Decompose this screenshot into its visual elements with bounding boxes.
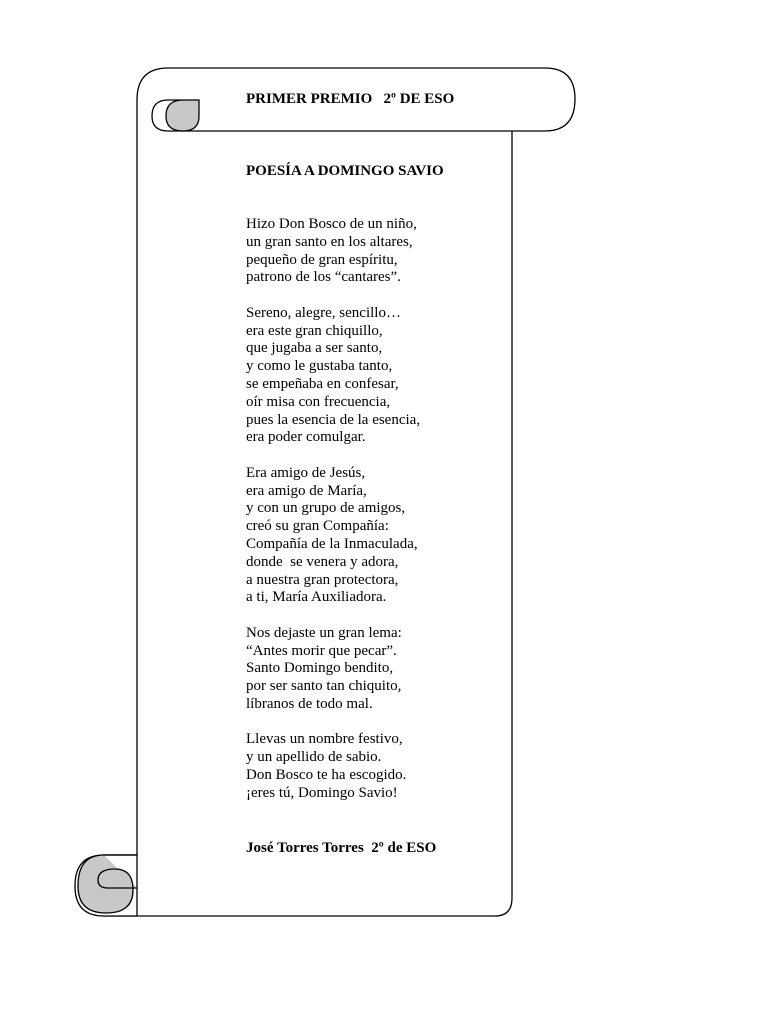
verse-line: pequeño de gran espíritu,: [246, 251, 398, 268]
verse-line: y como le gustaba tanto,: [246, 358, 393, 375]
verse-line: se empeñaba en confesar,: [246, 375, 399, 392]
stanza: [246, 625, 420, 714]
stanza: [246, 305, 420, 447]
top-roll-left-edge: [137, 68, 168, 100]
stanza: [246, 216, 420, 287]
verse-line: un gran santo en los altares,: [246, 233, 413, 250]
verse-line: Don Bosco te ha escogido.: [246, 766, 407, 783]
verse-line: “Antes morir que pecar”.: [246, 642, 397, 659]
verse-line: era este gran chiquillo,: [246, 322, 383, 339]
verse-line: líbranos de todo mal.: [246, 695, 373, 712]
top-curl-icon: [166, 100, 199, 131]
verse-line: Nos dejaste un gran lema:: [246, 624, 402, 641]
verse-line: Sereno, alegre, sencillo…: [246, 304, 401, 321]
verse-line: a ti, María Auxiliadora.: [246, 589, 387, 606]
verse-line: a nuestra gran protectora,: [246, 571, 399, 588]
verse-line: Santo Domingo bendito,: [246, 660, 394, 677]
verse-line: creó su gran Compañía:: [246, 518, 389, 535]
verse-line: que jugaba a ser santo,: [246, 340, 383, 357]
verse-line: Era amigo de Jesús,: [246, 464, 366, 481]
poem-body: [246, 216, 420, 820]
stanza: [246, 465, 420, 607]
verse-line: y con un grupo de amigos,: [246, 500, 406, 517]
author-signature: José Torres Torres 2º de ESO: [246, 840, 437, 856]
verse-line: patrono de los “cantares”.: [246, 269, 401, 286]
verse-line: era amigo de María,: [246, 482, 367, 499]
verse-line: era poder comulgar.: [246, 429, 366, 446]
verse-line: y un apellido de sabio.: [246, 749, 382, 766]
verse-line: por ser santo tan chiquito,: [246, 678, 402, 695]
verse-line: Hizo Don Bosco de un niño,: [246, 216, 417, 232]
verse-line: oír misa con frecuencia,: [246, 393, 391, 410]
poem-title: POESÍA A DOMINGO SAVIO: [246, 163, 444, 179]
stanza: [246, 731, 420, 802]
verse-line: Llevas un nombre festivo,: [246, 731, 403, 748]
award-heading: PRIMER PREMIO 2º DE ESO: [246, 91, 455, 107]
verse-line: Compañía de la Inmaculada,: [246, 535, 418, 552]
verse-line: donde se venera y adora,: [246, 553, 399, 570]
verse-line: pues la esencia de la esencia,: [246, 411, 421, 428]
verse-line: ¡eres tú, Domingo Savio!: [246, 784, 398, 801]
